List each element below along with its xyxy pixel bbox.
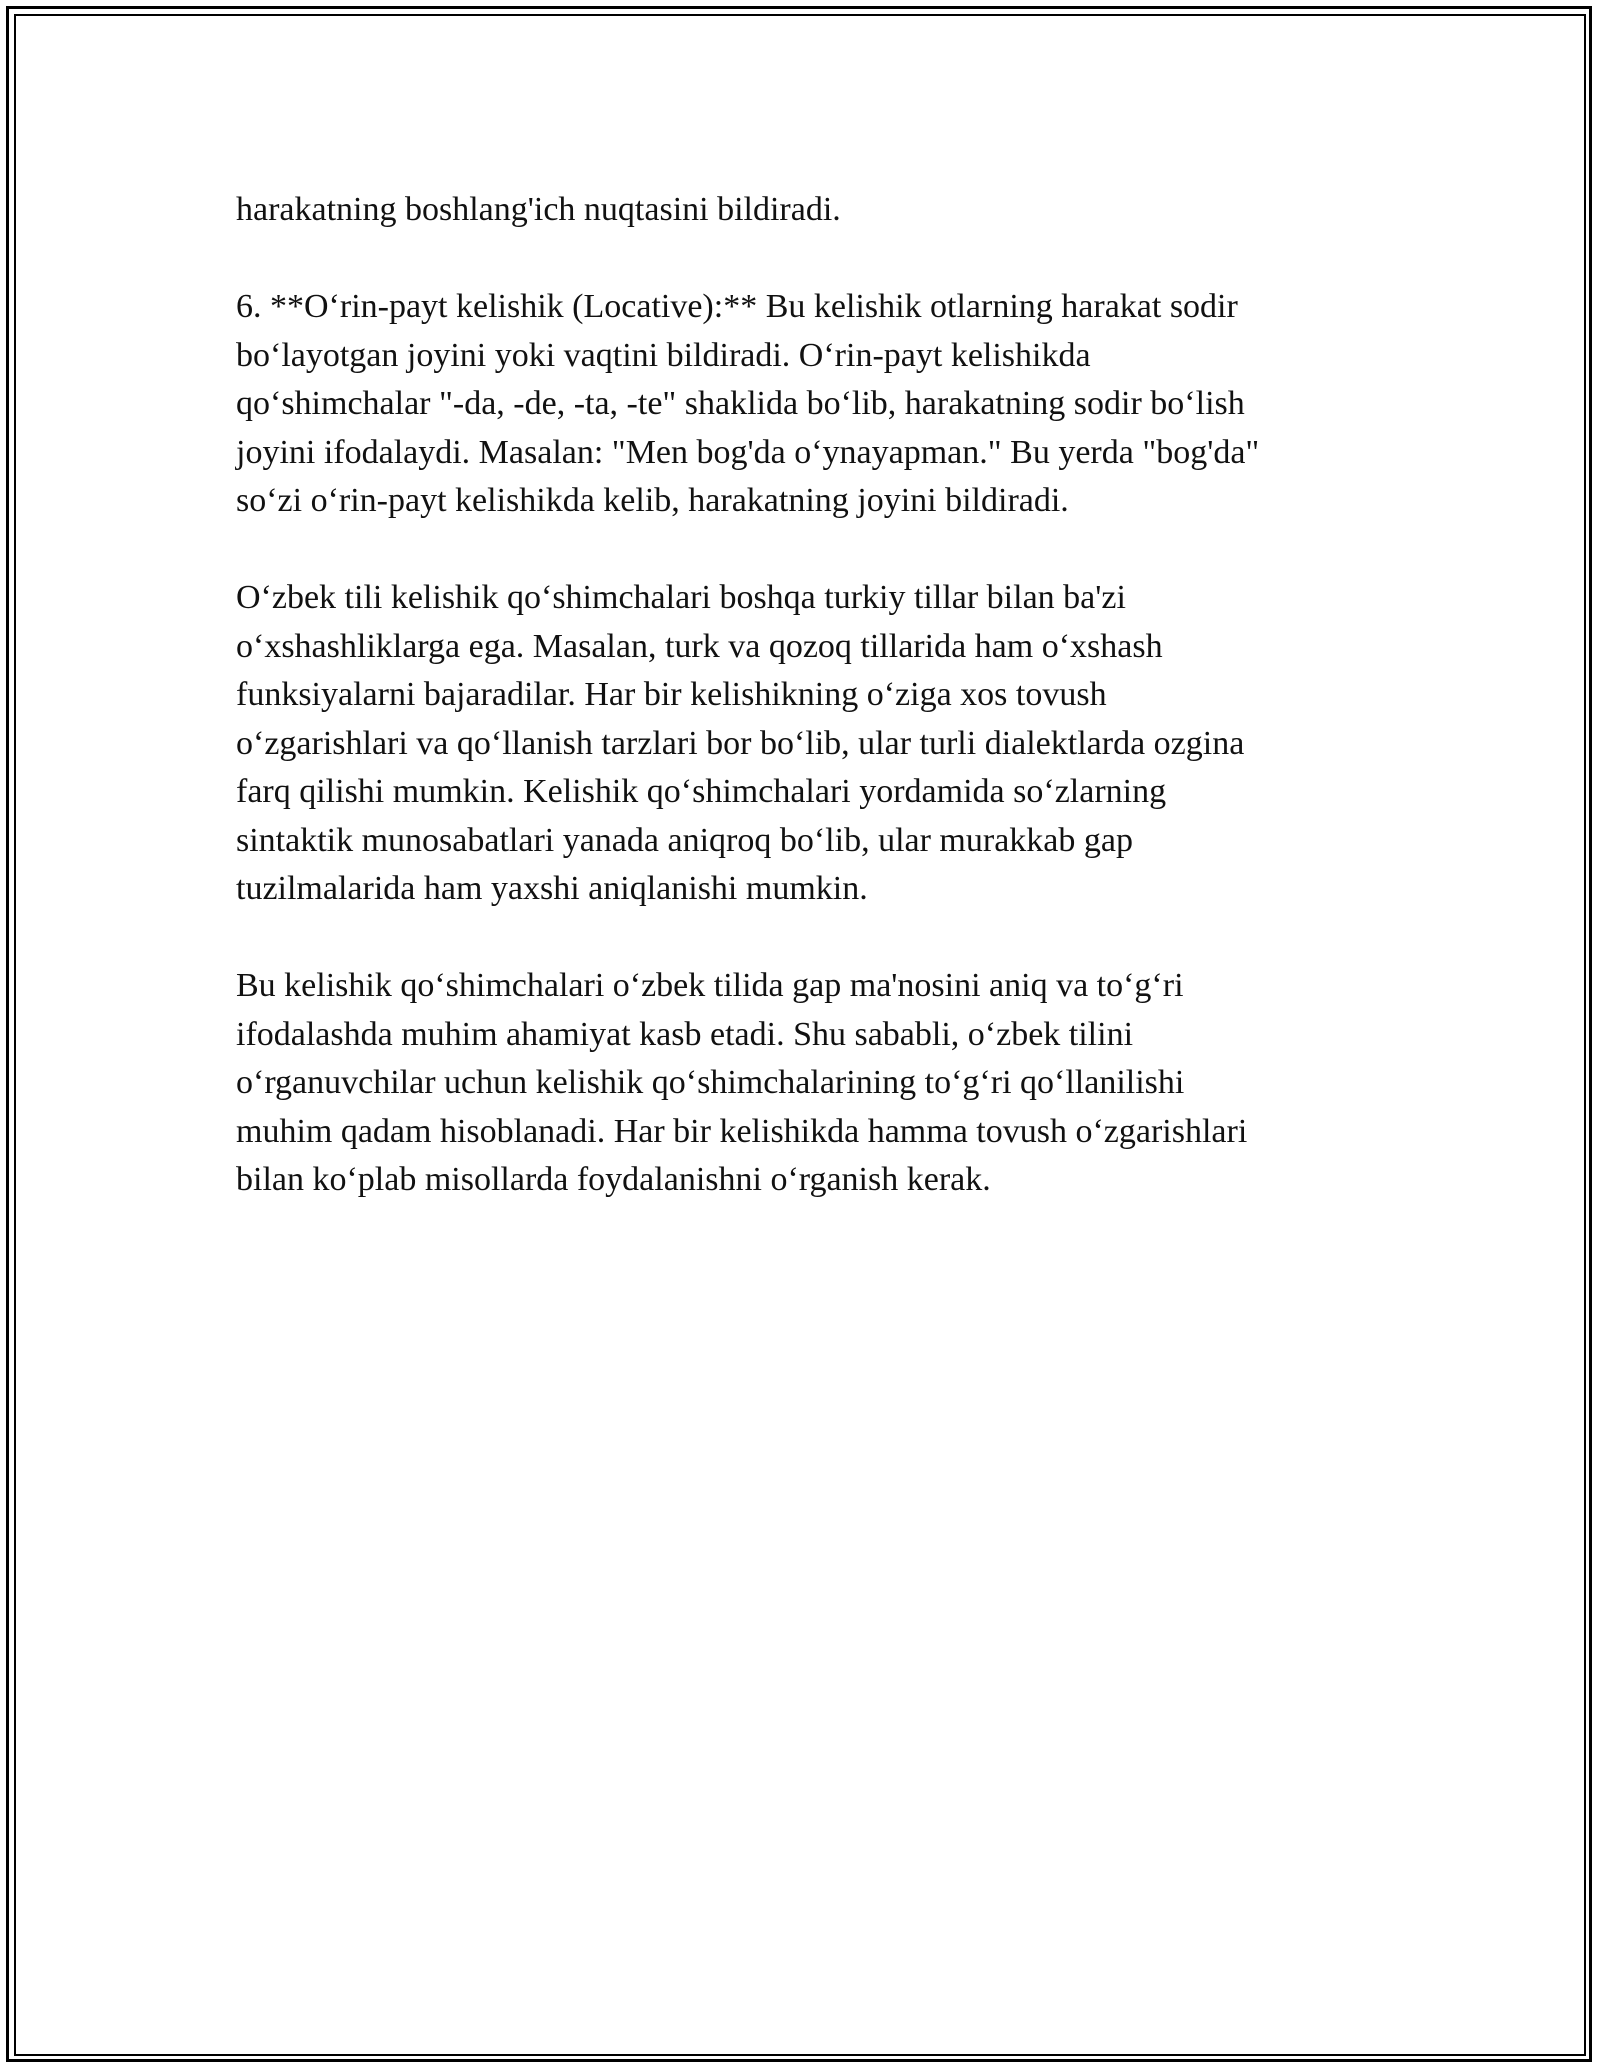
document-body bbox=[236, 186, 1366, 1253]
paragraph-locative-case: 6. **O‘rin-payt kelishik (Locative):** Bu kelishik otlarning harakat sodir bo‘layotgan joyini yoki vaqtini bildiradi. O‘rin-payt kelishikda qo‘shimchalar "-da, -de, -ta, -te" shaklida bo‘lib, harakatning sodir bo‘lish joyini ifodalaydi. Masalan: "Men bog'da o‘ynayapman." Bu yerda "bog'da" so‘zi o‘rin-payt kelishikda kelib, harakatning joyini bildiradi. bbox=[236, 288, 1260, 519]
paragraph-conclusion: Bu kelishik qo‘shimchalari o‘zbek tilida gap ma'nosini aniq va to‘g‘ri ifodalashda muhim ahamiyat kasb etadi. Shu sababli, o‘zbek tilini o‘rganuvchilar uchun kelishik qo‘shimchalarining to‘g‘ri qo‘llanilishi muhim qadam hisoblanadi. Har bir kelishikda hamma tovush o‘zgarishlari bilan ko‘plab misollarda foydalanishni o‘rganish kerak. bbox=[236, 967, 1248, 1198]
paragraph-turkic-comparison: O‘zbek tili kelishik qo‘shimchalari boshqa turkiy tillar bilan ba'zi o‘xshashliklarga ega. Masalan, turk va qozoq tillarida ham o‘xshash funksiyalarni bajaradilar. Har bir kelishikning o‘ziga xos tovush o‘zgarishlari va qo‘llanish tarzlari bor bo‘lib, ular turli dialektlarda ozgina farq qilishi mumkin. Kelishik qo‘shimchalari yordamida so‘zlarning sintaktik munosabatlari yanada aniqroq bo‘lib, ular murakkab gap tuzilmalarida ham yaxshi aniqlanishi mumkin. bbox=[236, 579, 1245, 907]
paragraph-continuation: harakatning boshlang'ich nuqtasini bildiradi. bbox=[236, 191, 841, 228]
